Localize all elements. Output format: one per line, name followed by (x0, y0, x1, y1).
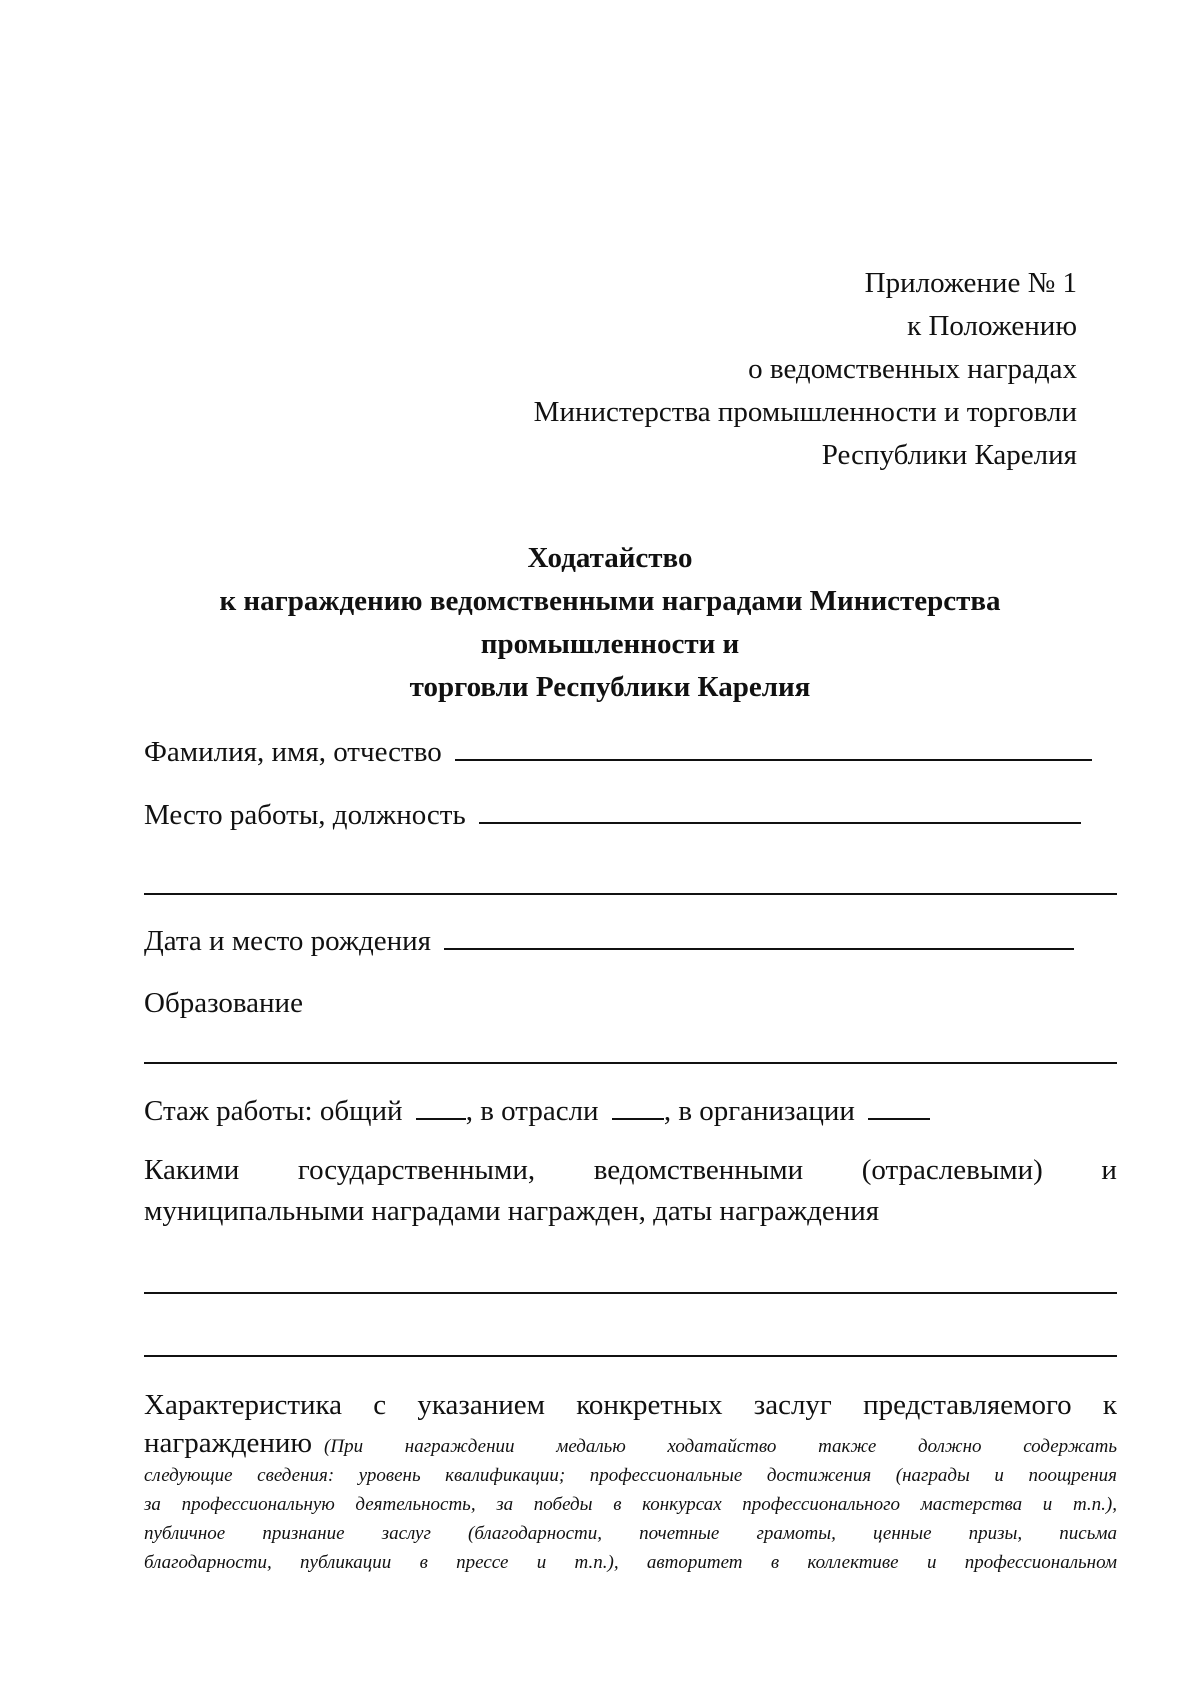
characteristic-line-2 (144, 1429, 1117, 1461)
awards-field-line-1[interactable] (144, 1292, 1117, 1294)
appendix-line: Республики Карелия (821, 439, 1077, 471)
characteristic-word: указанием (417, 1389, 546, 1421)
education-label: Образование (144, 987, 303, 1019)
title-line: Ходатайство (527, 542, 693, 574)
awards-word: государственными, (297, 1154, 536, 1186)
experience-org-label: , в организации (663, 1095, 855, 1127)
title-line: к награждению ведомственными наградами Министерства (219, 585, 1001, 617)
characteristic-note-line: благодарности, публикации в прессе и т.п.), авторитет в коллективе и профессиональном (144, 1552, 1117, 1573)
awards-field-line-2[interactable] (144, 1355, 1117, 1357)
fio-field[interactable] (455, 733, 1092, 761)
characteristic-word: заслуг (753, 1389, 832, 1421)
characteristic-word: представляемого (863, 1389, 1072, 1421)
characteristic-word: с (373, 1389, 387, 1421)
characteristic-note-line: публичное признание заслуг (благодарности, почетные грамоты, ценные призы, письма (144, 1523, 1117, 1544)
characteristic-note-line: за профессиональную деятельность, за победы в конкурсах профессионального мастерства и т.п.), (144, 1494, 1117, 1515)
title-line: промышленности и (480, 628, 740, 660)
experience-org-field[interactable] (868, 1092, 930, 1120)
birth-row (144, 922, 1117, 959)
awards-label: муниципальными наградами награжден, даты награждения (144, 1195, 880, 1227)
characteristic-word: конкретных (576, 1389, 723, 1421)
experience-branch-label: , в отрасли (465, 1095, 599, 1127)
education-row (144, 985, 1117, 1021)
fio-label: Фамилия, имя, отчество (144, 736, 442, 768)
work-field[interactable] (479, 796, 1081, 824)
document-title (144, 537, 1076, 709)
work-field-continuation[interactable] (144, 893, 1117, 895)
work-label: Место работы, должность (144, 799, 466, 831)
appendix-line: о ведомственных наградах (748, 353, 1077, 385)
fio-row (144, 733, 1117, 770)
work-row (144, 796, 1117, 833)
birth-field[interactable] (444, 922, 1074, 950)
characteristic-word: Характеристика (144, 1389, 343, 1421)
awards-word: ведомственными (593, 1154, 804, 1186)
education-field[interactable] (144, 1062, 1117, 1064)
characteristic-word: к (1102, 1389, 1117, 1421)
appendix-line: Приложение № 1 (864, 267, 1077, 299)
experience-label: Стаж работы: общий (144, 1095, 403, 1127)
awards-line-2 (144, 1193, 1117, 1229)
experience-row (144, 1092, 1117, 1129)
awards-word: и (1101, 1154, 1117, 1186)
characteristic-block (144, 1383, 1117, 1577)
characteristic-lead: награждению (144, 1427, 313, 1459)
title-line: торговли Республики Карелия (409, 671, 811, 703)
characteristic-line-1 (144, 1383, 1117, 1427)
awards-line-1 (144, 1150, 1117, 1190)
birth-label: Дата и место рождения (144, 925, 431, 957)
experience-total-field[interactable] (416, 1092, 466, 1120)
appendix-line: к Положению (907, 310, 1077, 342)
awards-word: Какими (144, 1154, 240, 1186)
awards-word: (отраслевыми) (861, 1154, 1043, 1186)
characteristic-note: (При награждении медалью ходатайство также должно содержать (324, 1436, 1117, 1457)
experience-branch-field[interactable] (612, 1092, 664, 1120)
appendix-header (534, 262, 1077, 477)
characteristic-note-line: следующие сведения: уровень квалификации; профессиональные достижения (награды и поощрения (144, 1465, 1117, 1486)
appendix-line: Министерства промышленности и торговли (533, 396, 1077, 428)
